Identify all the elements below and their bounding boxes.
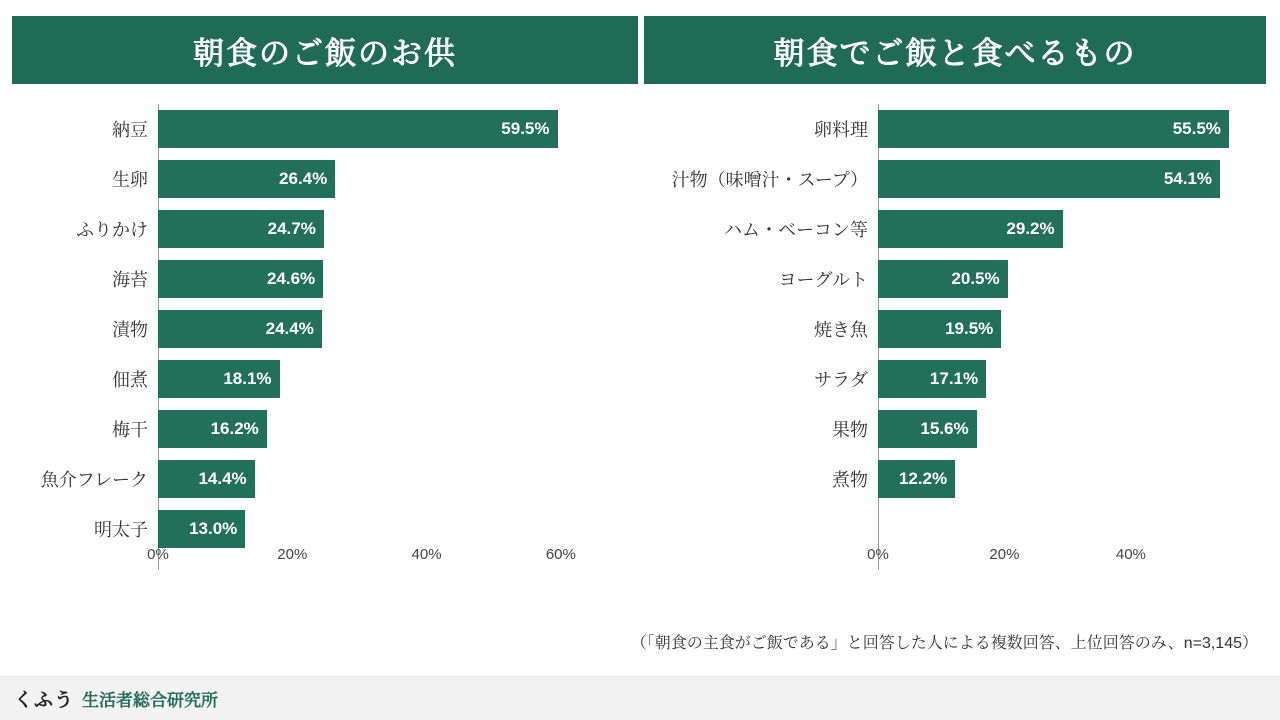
bar: [878, 160, 1220, 198]
bar-value-label: 19.5%: [945, 319, 994, 338]
bar-row: [10, 408, 630, 450]
bar-row: [10, 208, 630, 250]
bar: [878, 410, 977, 448]
right-plot-area: [650, 100, 1270, 570]
bar-value-label: 20.5%: [951, 269, 1000, 288]
bar: [878, 260, 1008, 298]
bar-row: [650, 458, 1270, 500]
bar-row: [650, 308, 1270, 350]
category-label: 果物: [832, 420, 868, 440]
bar-value-label: 18.1%: [223, 369, 272, 388]
bar-value-label: 26.4%: [279, 169, 328, 188]
left-x-axis-ticks: [147, 540, 630, 570]
left-bar-chart: [10, 100, 630, 610]
chart-panels: [0, 100, 1280, 620]
right-bar-chart: [650, 100, 1270, 610]
x-tick-label: 0%: [867, 546, 889, 563]
bar-value-label: 16.2%: [210, 419, 259, 438]
bar-track: [878, 460, 1270, 498]
bar-row: [10, 258, 630, 300]
right-bar-rows: [650, 108, 1270, 508]
x-tick-label: 40%: [1115, 546, 1146, 563]
bar-track: [878, 160, 1270, 198]
bar-track: [878, 260, 1270, 298]
bar-row: [650, 158, 1270, 200]
bar-value-label: 24.4%: [265, 319, 314, 338]
bar-row: [650, 358, 1270, 400]
bar: [158, 210, 324, 248]
bar-track: [158, 210, 630, 248]
category-label: 海苔: [112, 270, 148, 290]
bar-value-label: 15.6%: [920, 419, 969, 438]
bar-row: [10, 308, 630, 350]
header-banners: [12, 16, 1268, 84]
bar: [158, 360, 280, 398]
bar-track: [878, 110, 1270, 148]
category-label: ハム・ベーコン等: [724, 220, 868, 240]
bar-value-label: 24.7%: [267, 219, 316, 238]
bar: [878, 210, 1063, 248]
bar-value-label: 14.4%: [198, 469, 247, 488]
bar-row: [10, 458, 630, 500]
category-label: 納豆: [112, 120, 148, 140]
bar-track: [878, 310, 1270, 348]
bar: [158, 110, 558, 148]
bar-track: [158, 360, 630, 398]
brand-name: 生活者総合研究所: [82, 691, 219, 710]
bar-row: [10, 108, 630, 150]
category-label: サラダ: [814, 370, 868, 390]
bar-track: [158, 260, 630, 298]
bar-row: [650, 108, 1270, 150]
bar-row: [650, 408, 1270, 450]
category-label: ふりかけ: [76, 220, 148, 240]
bar-track: [158, 410, 630, 448]
x-tick-label: 20%: [989, 546, 1020, 563]
bar: [158, 460, 255, 498]
bar-value-label: 29.2%: [1006, 219, 1055, 238]
bar-row: [10, 358, 630, 400]
category-label: ヨーグルト: [778, 270, 868, 290]
x-tick-label: 60%: [545, 546, 576, 563]
bar-value-label: 24.6%: [266, 269, 316, 288]
category-label: 煮物: [832, 470, 868, 490]
bar-track: [158, 160, 630, 198]
category-label: 明太子: [94, 520, 148, 540]
bar-value-label: 59.5%: [501, 119, 550, 138]
left-bar-rows: [10, 108, 630, 558]
footer-bar: [0, 676, 1280, 720]
bar-value-label: 17.1%: [929, 369, 979, 388]
bar: [158, 410, 267, 448]
bar-track: [878, 410, 1270, 448]
footnote: （「朝食の主食がご飯である」と回答した人による複数回答、上位回答のみ、n=3,145）: [630, 635, 1258, 652]
bar-track: [158, 110, 630, 148]
bar: [158, 260, 323, 298]
bar: [878, 110, 1229, 148]
bar: [878, 360, 986, 398]
x-tick-label: 20%: [277, 546, 308, 563]
bar-track: [158, 310, 630, 348]
category-label: 生卵: [112, 170, 148, 190]
bar-row: [10, 158, 630, 200]
category-label: 魚介フレーク: [40, 470, 148, 490]
brand-logo: くふう: [14, 690, 75, 711]
category-label: 卵料理: [814, 120, 868, 140]
bar: [878, 460, 955, 498]
bar-value-label: 13.0%: [189, 519, 238, 538]
bar: [878, 310, 1001, 348]
bar-track: [878, 360, 1270, 398]
bar-value-label: 54.1%: [1163, 169, 1213, 188]
category-label: 漬物: [112, 320, 148, 340]
bar-row: [650, 258, 1270, 300]
right-chart-title: 朝食でご飯と食べるもの: [644, 16, 1266, 84]
bar-row: [650, 208, 1270, 250]
bar: [158, 160, 335, 198]
bar-track: [878, 210, 1270, 248]
left-chart-title: 朝食のご飯のお供: [12, 16, 638, 84]
bar-value-label: 55.5%: [1172, 119, 1221, 138]
category-label: 焼き魚: [814, 320, 868, 340]
category-label: 梅干: [112, 420, 148, 440]
right-x-axis-ticks: [867, 540, 1270, 570]
left-plot-area: [10, 100, 630, 570]
category-label: 佃煮: [112, 370, 148, 390]
bar-track: [158, 460, 630, 498]
x-tick-label: 0%: [147, 546, 169, 563]
bar: [158, 310, 322, 348]
x-tick-label: 40%: [411, 546, 442, 563]
category-label: 汁物（味噌汁・スープ）: [671, 170, 868, 190]
bar-value-label: 12.2%: [898, 469, 948, 488]
